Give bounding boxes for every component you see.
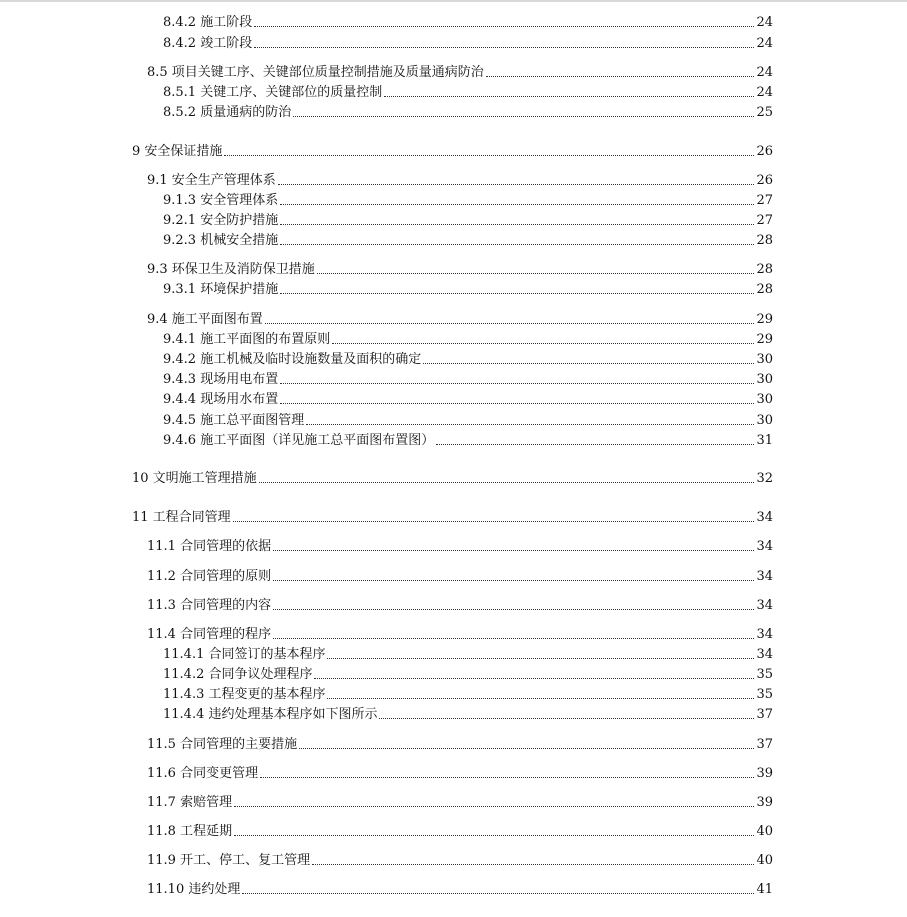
toc-leader-dots xyxy=(317,272,755,274)
toc-entry-page: 30 xyxy=(756,372,773,387)
toc-entry-page: 27 xyxy=(756,213,773,228)
toc-entry-title: 8.4.2 施工阶段 xyxy=(163,15,253,30)
toc-leader-dots xyxy=(234,834,754,836)
toc-entry[interactable] xyxy=(163,282,773,298)
toc-entry-page: 24 xyxy=(756,85,773,100)
toc-entry-page: 31 xyxy=(756,433,773,448)
toc-entry-page: 34 xyxy=(756,510,773,525)
toc-leader-dots xyxy=(332,342,754,344)
toc-entry-page: 28 xyxy=(756,282,773,297)
toc-entry[interactable] xyxy=(163,433,773,449)
toc-entry[interactable] xyxy=(163,105,773,121)
toc-entry[interactable] xyxy=(147,598,773,614)
toc-entry[interactable] xyxy=(132,144,773,160)
toc-leader-dots xyxy=(327,657,754,659)
toc-entry-title: 9.4.6 施工平面图（详见施工总平面图布置图） xyxy=(163,433,435,448)
toc-entry-page: 41 xyxy=(756,882,773,897)
toc-leader-dots xyxy=(259,481,755,483)
toc-leader-dots xyxy=(280,292,754,294)
toc-leader-dots xyxy=(280,402,754,404)
toc-entry-page: 26 xyxy=(756,144,773,159)
toc-entry-page: 30 xyxy=(756,352,773,367)
toc-entry-title: 9.2.3 机械安全措施 xyxy=(163,233,279,248)
toc-leader-dots xyxy=(273,637,754,639)
toc-entry-title: 11.4.2 合同争议处理程序 xyxy=(163,667,313,682)
toc-entry-page: 24 xyxy=(756,65,773,80)
toc-entry[interactable] xyxy=(163,15,773,31)
toc-entry[interactable] xyxy=(147,853,773,869)
toc-entry[interactable] xyxy=(147,539,773,555)
toc-entry-title: 9.1 安全生产管理体系 xyxy=(147,173,276,188)
toc-entry[interactable] xyxy=(147,824,773,840)
toc-entry[interactable] xyxy=(163,36,773,52)
toc-entry-page: 32 xyxy=(756,471,773,486)
toc-leader-dots xyxy=(254,25,754,27)
toc-entry-page: 35 xyxy=(756,687,773,702)
toc-entry[interactable] xyxy=(163,332,773,348)
toc-entry[interactable] xyxy=(163,413,773,429)
toc-entry[interactable] xyxy=(163,667,773,683)
toc-entry-page: 37 xyxy=(756,707,773,722)
toc-entry[interactable] xyxy=(163,392,773,408)
toc-leader-dots xyxy=(273,549,754,551)
toc-entry-title: 11.7 索赔管理 xyxy=(147,795,233,810)
toc-leader-dots xyxy=(423,362,754,364)
toc-entry-page: 30 xyxy=(756,413,773,428)
toc-entry-title: 9.4.4 现场用水布置 xyxy=(163,392,279,407)
toc-leader-dots xyxy=(306,423,754,425)
toc-entry-title: 9.4 施工平面图布置 xyxy=(147,312,263,327)
toc-leader-dots xyxy=(224,154,754,156)
toc-entry-page: 34 xyxy=(756,627,773,642)
toc-entry[interactable] xyxy=(163,647,773,663)
toc-leader-dots xyxy=(327,697,754,699)
toc-entry-title: 11.4 合同管理的程序 xyxy=(147,627,272,642)
toc-entry[interactable] xyxy=(132,510,773,526)
toc-entry-title: 9.4.1 施工平面图的布置原则 xyxy=(163,332,331,347)
toc-entry-page: 29 xyxy=(756,312,773,327)
toc-entry-title: 11.6 合同变更管理 xyxy=(147,766,259,781)
toc-leader-dots xyxy=(312,863,754,865)
toc-entry-page: 40 xyxy=(756,824,773,839)
toc-leader-dots xyxy=(280,203,754,205)
toc-entry-page: 29 xyxy=(756,332,773,347)
toc-entry-title: 11.1 合同管理的依据 xyxy=(147,539,272,554)
toc-entry-page: 39 xyxy=(756,766,773,781)
toc-leader-dots xyxy=(314,677,754,679)
toc-entry-page: 37 xyxy=(756,737,773,752)
toc-entry[interactable] xyxy=(147,882,773,898)
toc-entry-page: 28 xyxy=(756,233,773,248)
toc-entry[interactable] xyxy=(163,372,773,388)
toc-entry-title: 11.4.3 工程变更的基本程序 xyxy=(163,687,326,702)
toc-leader-dots xyxy=(280,223,754,225)
toc-entry-page: 24 xyxy=(756,36,773,51)
toc-leader-dots xyxy=(384,95,754,97)
toc-entry-page: 34 xyxy=(756,598,773,613)
toc-leader-dots xyxy=(254,46,754,48)
toc-entry-title: 11.2 合同管理的原则 xyxy=(147,569,272,584)
toc-entry-title: 9 安全保证措施 xyxy=(132,144,223,159)
toc-leader-dots xyxy=(234,805,754,807)
toc-entry-title: 8.5.1 关键工序、关键部位的质量控制 xyxy=(163,85,383,100)
toc-entry-title: 9.1.3 安全管理体系 xyxy=(163,193,279,208)
toc-entry-title: 11.8 工程延期 xyxy=(147,824,233,839)
toc-entry-page: 28 xyxy=(756,262,773,277)
toc-leader-dots xyxy=(273,608,754,610)
toc-entry-page: 26 xyxy=(756,173,773,188)
toc-entry[interactable] xyxy=(163,193,773,209)
toc-entry[interactable] xyxy=(147,795,773,811)
toc-entry-title: 11.4.1 合同签订的基本程序 xyxy=(163,647,326,662)
toc-entry-page: 34 xyxy=(756,569,773,584)
toc-entry-title: 11 工程合同管理 xyxy=(132,510,231,525)
toc-entry-page: 24 xyxy=(756,15,773,30)
toc-entry[interactable] xyxy=(147,262,773,278)
toc-entry[interactable] xyxy=(163,687,773,703)
toc-entry-title: 11.9 开工、停工、复工管理 xyxy=(147,853,311,868)
toc-entry-title: 9.4.3 现场用电布置 xyxy=(163,372,279,387)
toc-entry-title: 8.4.2 竣工阶段 xyxy=(163,36,253,51)
toc-entry[interactable] xyxy=(147,627,773,643)
toc-leader-dots xyxy=(299,747,754,749)
toc-entry[interactable] xyxy=(163,233,773,249)
toc-entry[interactable] xyxy=(147,569,773,585)
toc-leader-dots xyxy=(242,892,754,894)
toc-leader-dots xyxy=(379,717,754,719)
toc-entry[interactable] xyxy=(147,766,773,782)
toc-entry-page: 25 xyxy=(756,105,773,120)
toc-entry-title: 11.5 合同管理的主要措施 xyxy=(147,737,298,752)
toc-entry-title: 11.10 违约处理 xyxy=(147,882,241,897)
toc-leader-dots xyxy=(278,183,755,185)
toc-entry-title: 9.2.1 安全防护措施 xyxy=(163,213,279,228)
toc-entry-title: 11.3 合同管理的内容 xyxy=(147,598,272,613)
toc-entry-title: 10 文明施工管理措施 xyxy=(132,471,257,486)
toc-entry-title: 8.5.2 质量通病的防治 xyxy=(163,105,292,120)
toc-entry-title: 8.5 项目关键工序、关键部位质量控制措施及质量通病防治 xyxy=(147,65,484,80)
toc-entry[interactable] xyxy=(163,352,773,368)
toc-entry[interactable] xyxy=(132,471,773,487)
toc-entry-title: 9.4.5 施工总平面图管理 xyxy=(163,413,305,428)
toc-leader-dots xyxy=(233,520,755,522)
toc-leader-dots xyxy=(265,322,755,324)
toc-leader-dots xyxy=(280,382,754,384)
toc-entry-page: 34 xyxy=(756,647,773,662)
toc-leader-dots xyxy=(273,579,754,581)
toc-entry[interactable] xyxy=(147,65,773,81)
toc-entry-page: 35 xyxy=(756,667,773,682)
toc-entry-page: 39 xyxy=(756,795,773,810)
toc-entry-page: 27 xyxy=(756,193,773,208)
toc-leader-dots xyxy=(280,243,754,245)
toc-leader-dots xyxy=(486,75,755,77)
toc-entry-title: 11.4.4 违约处理基本程序如下图所示 xyxy=(163,707,378,722)
toc-leader-dots xyxy=(293,115,754,117)
toc-entry-page: 34 xyxy=(756,539,773,554)
toc-entry[interactable] xyxy=(147,173,773,189)
toc-entry[interactable] xyxy=(163,85,773,101)
toc-leader-dots xyxy=(260,776,754,778)
toc-entry[interactable] xyxy=(163,213,773,229)
toc-entry-title: 9.3 环保卫生及消防保卫措施 xyxy=(147,262,315,277)
toc-entry-page: 40 xyxy=(756,853,773,868)
toc-leader-dots xyxy=(436,443,754,445)
toc-entry-title: 9.3.1 环境保护措施 xyxy=(163,282,279,297)
toc-entry[interactable] xyxy=(163,707,773,723)
toc-entry[interactable] xyxy=(147,312,773,328)
toc-entry[interactable] xyxy=(147,737,773,753)
toc-entry-page: 30 xyxy=(756,392,773,407)
toc-entry-title: 9.4.2 施工机械及临时设施数量及面积的确定 xyxy=(163,352,422,367)
